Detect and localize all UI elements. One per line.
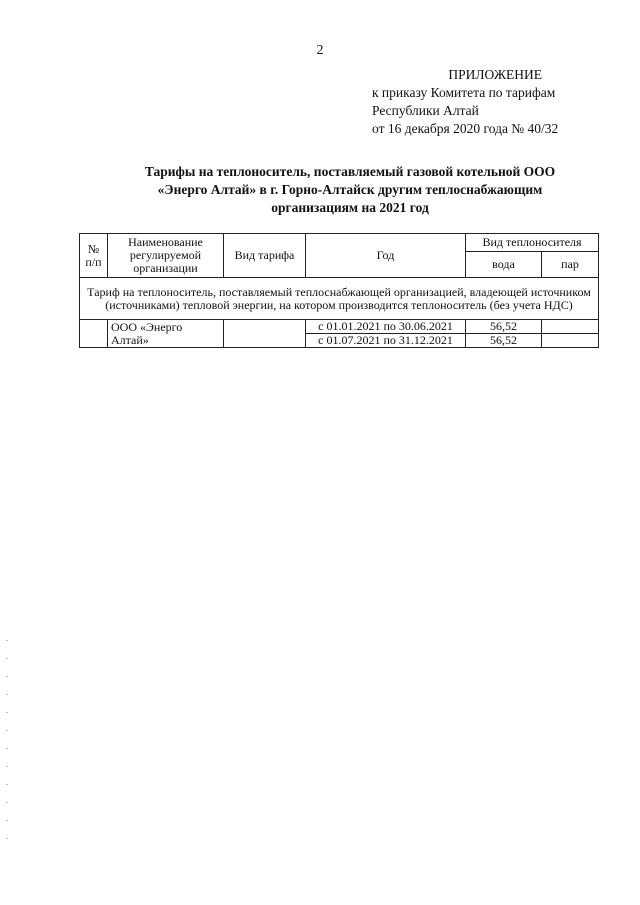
table-section-row: [80, 278, 599, 320]
header-year: Год: [306, 234, 466, 278]
table-row: [80, 320, 599, 334]
header-water: вода: [466, 252, 542, 278]
document-title: [60, 163, 640, 217]
appendix-block: [372, 66, 558, 138]
period-cell: с 01.01.2021 по 30.06.2021: [306, 320, 466, 334]
water-value-cell: 56,52: [466, 320, 542, 334]
row-number-cell: [80, 320, 108, 348]
table-header-row: [80, 234, 599, 252]
scan-artifact-dots: [6, 640, 8, 840]
appendix-order-line: к приказу Комитета по тарифам: [372, 85, 556, 100]
organization-cell: ООО «Энерго Алтай»: [108, 320, 224, 348]
header-number: № п/п: [80, 234, 108, 278]
tariff-type-cell: [224, 320, 306, 348]
title-line-2: «Энерго Алтай» в г. Горно-Алтайск другим теплоснабжающим: [157, 182, 543, 197]
header-steam: пар: [542, 252, 599, 278]
water-value-cell: 56,52: [466, 334, 542, 348]
title-line-3: организациям на 2021 год: [271, 200, 429, 215]
period-cell: с 01.07.2021 по 31.12.2021: [306, 334, 466, 348]
tariff-table: [79, 233, 599, 348]
header-organization: Наименование регулируемой организации: [108, 234, 224, 278]
appendix-authority-line: Республики Алтай: [372, 103, 479, 118]
header-carrier-group: Вид теплоносителя: [466, 234, 599, 252]
steam-value-cell: [542, 320, 599, 334]
page-number: 2: [316, 43, 324, 58]
header-tariff-type: Вид тарифа: [224, 234, 306, 278]
steam-value-cell: [542, 334, 599, 348]
title-line-1: Тарифы на теплоноситель, поставляемый газовой котельной ООО: [144, 164, 556, 179]
section-caption: Тариф на теплоноситель, поставляемый теплоснабжающей организацией, владеющей источником (источниками) тепловой энергии, на котором производится теплоноситель (без учета НДС): [80, 278, 599, 320]
appendix-heading: ПРИЛОЖЕНИЕ: [448, 67, 542, 82]
appendix-date-line: от 16 декабря 2020 года № 40/32: [372, 121, 559, 136]
